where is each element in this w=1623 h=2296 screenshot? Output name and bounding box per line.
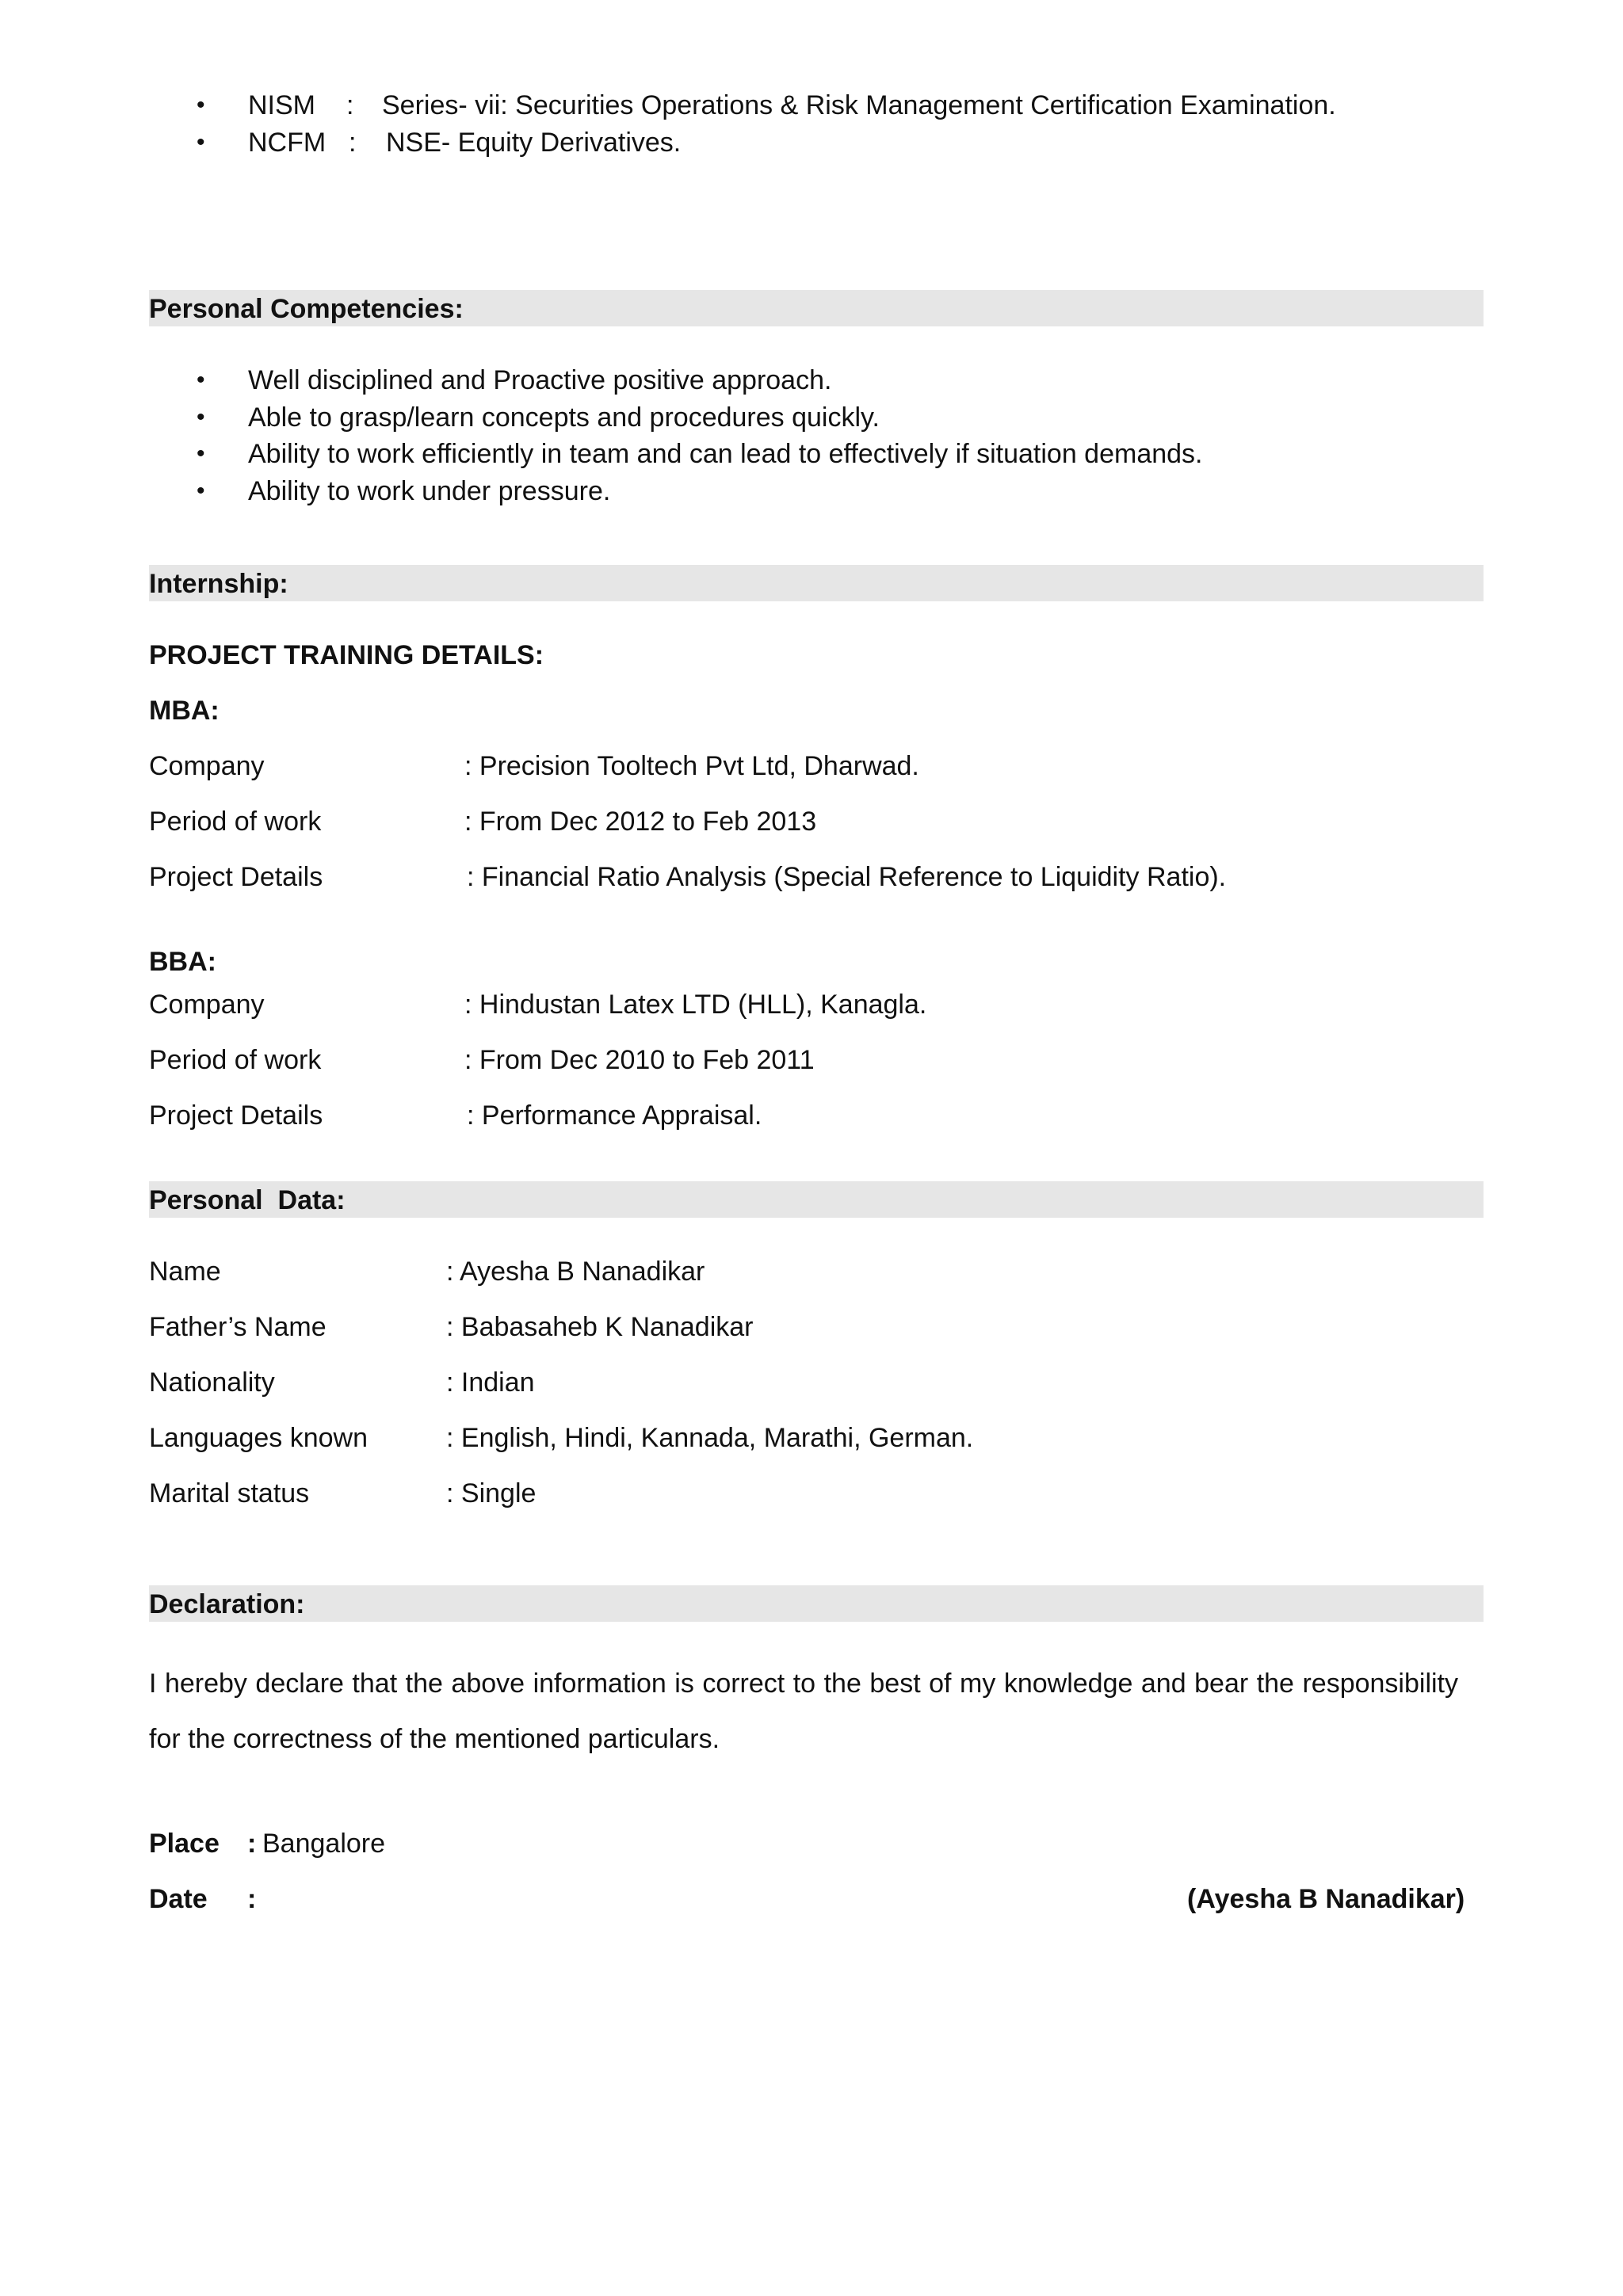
field-label: Company	[149, 751, 265, 781]
section-header-declaration	[149, 1585, 1484, 1622]
bullet-icon: •	[197, 367, 205, 393]
field-label: Company	[149, 990, 265, 1020]
cert-detail: NSE- Equity Derivatives.	[386, 128, 682, 158]
cert-separator: :	[349, 128, 357, 158]
section-title: Personal Competencies:	[149, 294, 464, 324]
field-label: Period of work	[149, 807, 322, 837]
field-value: : Performance Appraisal.	[467, 1100, 762, 1131]
field-label: Nationality	[149, 1367, 275, 1398]
date-label: Date	[149, 1884, 208, 1914]
place-separator: :	[247, 1829, 257, 1859]
section-title: Internship:	[149, 569, 288, 599]
field-value: : From Dec 2010 to Feb 2011	[464, 1045, 815, 1075]
date-separator: :	[247, 1884, 257, 1914]
bullet-icon: •	[197, 129, 205, 155]
place-label: Place	[149, 1829, 220, 1859]
bullet-icon: •	[197, 404, 205, 430]
cert-name: NCFM	[248, 128, 327, 158]
field-label: Father’s Name	[149, 1312, 327, 1342]
field-value: : Babasaheb K Nanadikar	[446, 1312, 754, 1342]
section-title: Declaration:	[149, 1589, 305, 1619]
bba-label: BBA:	[149, 947, 216, 977]
place-value: Bangalore	[262, 1829, 386, 1859]
bullet-icon: •	[197, 478, 205, 504]
field-value: : Financial Ratio Analysis (Special Reference to Liquidity Ratio).	[467, 862, 1227, 892]
field-label: Project Details	[149, 862, 323, 892]
section-header-competencies	[149, 290, 1484, 326]
section-title: Personal Data:	[149, 1185, 346, 1215]
section-header-internship	[149, 565, 1484, 601]
section-header-personal-data	[149, 1181, 1484, 1218]
field-label: Marital status	[149, 1478, 310, 1508]
field-value: : Ayesha B Nanadikar	[446, 1257, 705, 1287]
bullet-icon: •	[197, 92, 205, 118]
bullet-icon: •	[197, 441, 205, 467]
field-value: : Single	[446, 1478, 537, 1508]
field-label: Project Details	[149, 1100, 323, 1131]
competency-item: Able to grasp/learn concepts and procedures quickly.	[248, 402, 880, 433]
cert-detail: Series- vii: Securities Operations & Risk Management Certification Examination.	[382, 90, 1336, 120]
mba-label: MBA:	[149, 696, 220, 726]
signature-name: (Ayesha B Nanadikar)	[1187, 1884, 1465, 1914]
cert-name: NISM	[248, 90, 315, 120]
competency-item: Ability to work under pressure.	[248, 476, 611, 506]
field-value: : From Dec 2012 to Feb 2013	[464, 807, 817, 837]
field-label: Languages known	[149, 1423, 369, 1453]
field-label: Name	[149, 1257, 221, 1287]
competency-item: Ability to work efficiently in team and can lead to effectively if situation demands.	[248, 439, 1203, 469]
field-label: Period of work	[149, 1045, 322, 1075]
field-value: : Precision Tooltech Pvt Ltd, Dharwad.	[464, 751, 919, 781]
competency-item: Well disciplined and Proactive positive approach.	[248, 365, 832, 395]
field-value: : Indian	[446, 1367, 535, 1398]
declaration-text: I hereby declare that the above information is correct to the best of my knowledge and bear the responsibility for the correctness of the mentioned particulars.	[149, 1669, 1458, 1754]
cert-separator: :	[346, 90, 354, 120]
field-value: : Hindustan Latex LTD (HLL), Kanagla.	[464, 990, 927, 1020]
project-training-heading: PROJECT TRAINING DETAILS:	[149, 640, 544, 670]
field-value: : English, Hindi, Kannada, Marathi, German.	[446, 1423, 974, 1453]
